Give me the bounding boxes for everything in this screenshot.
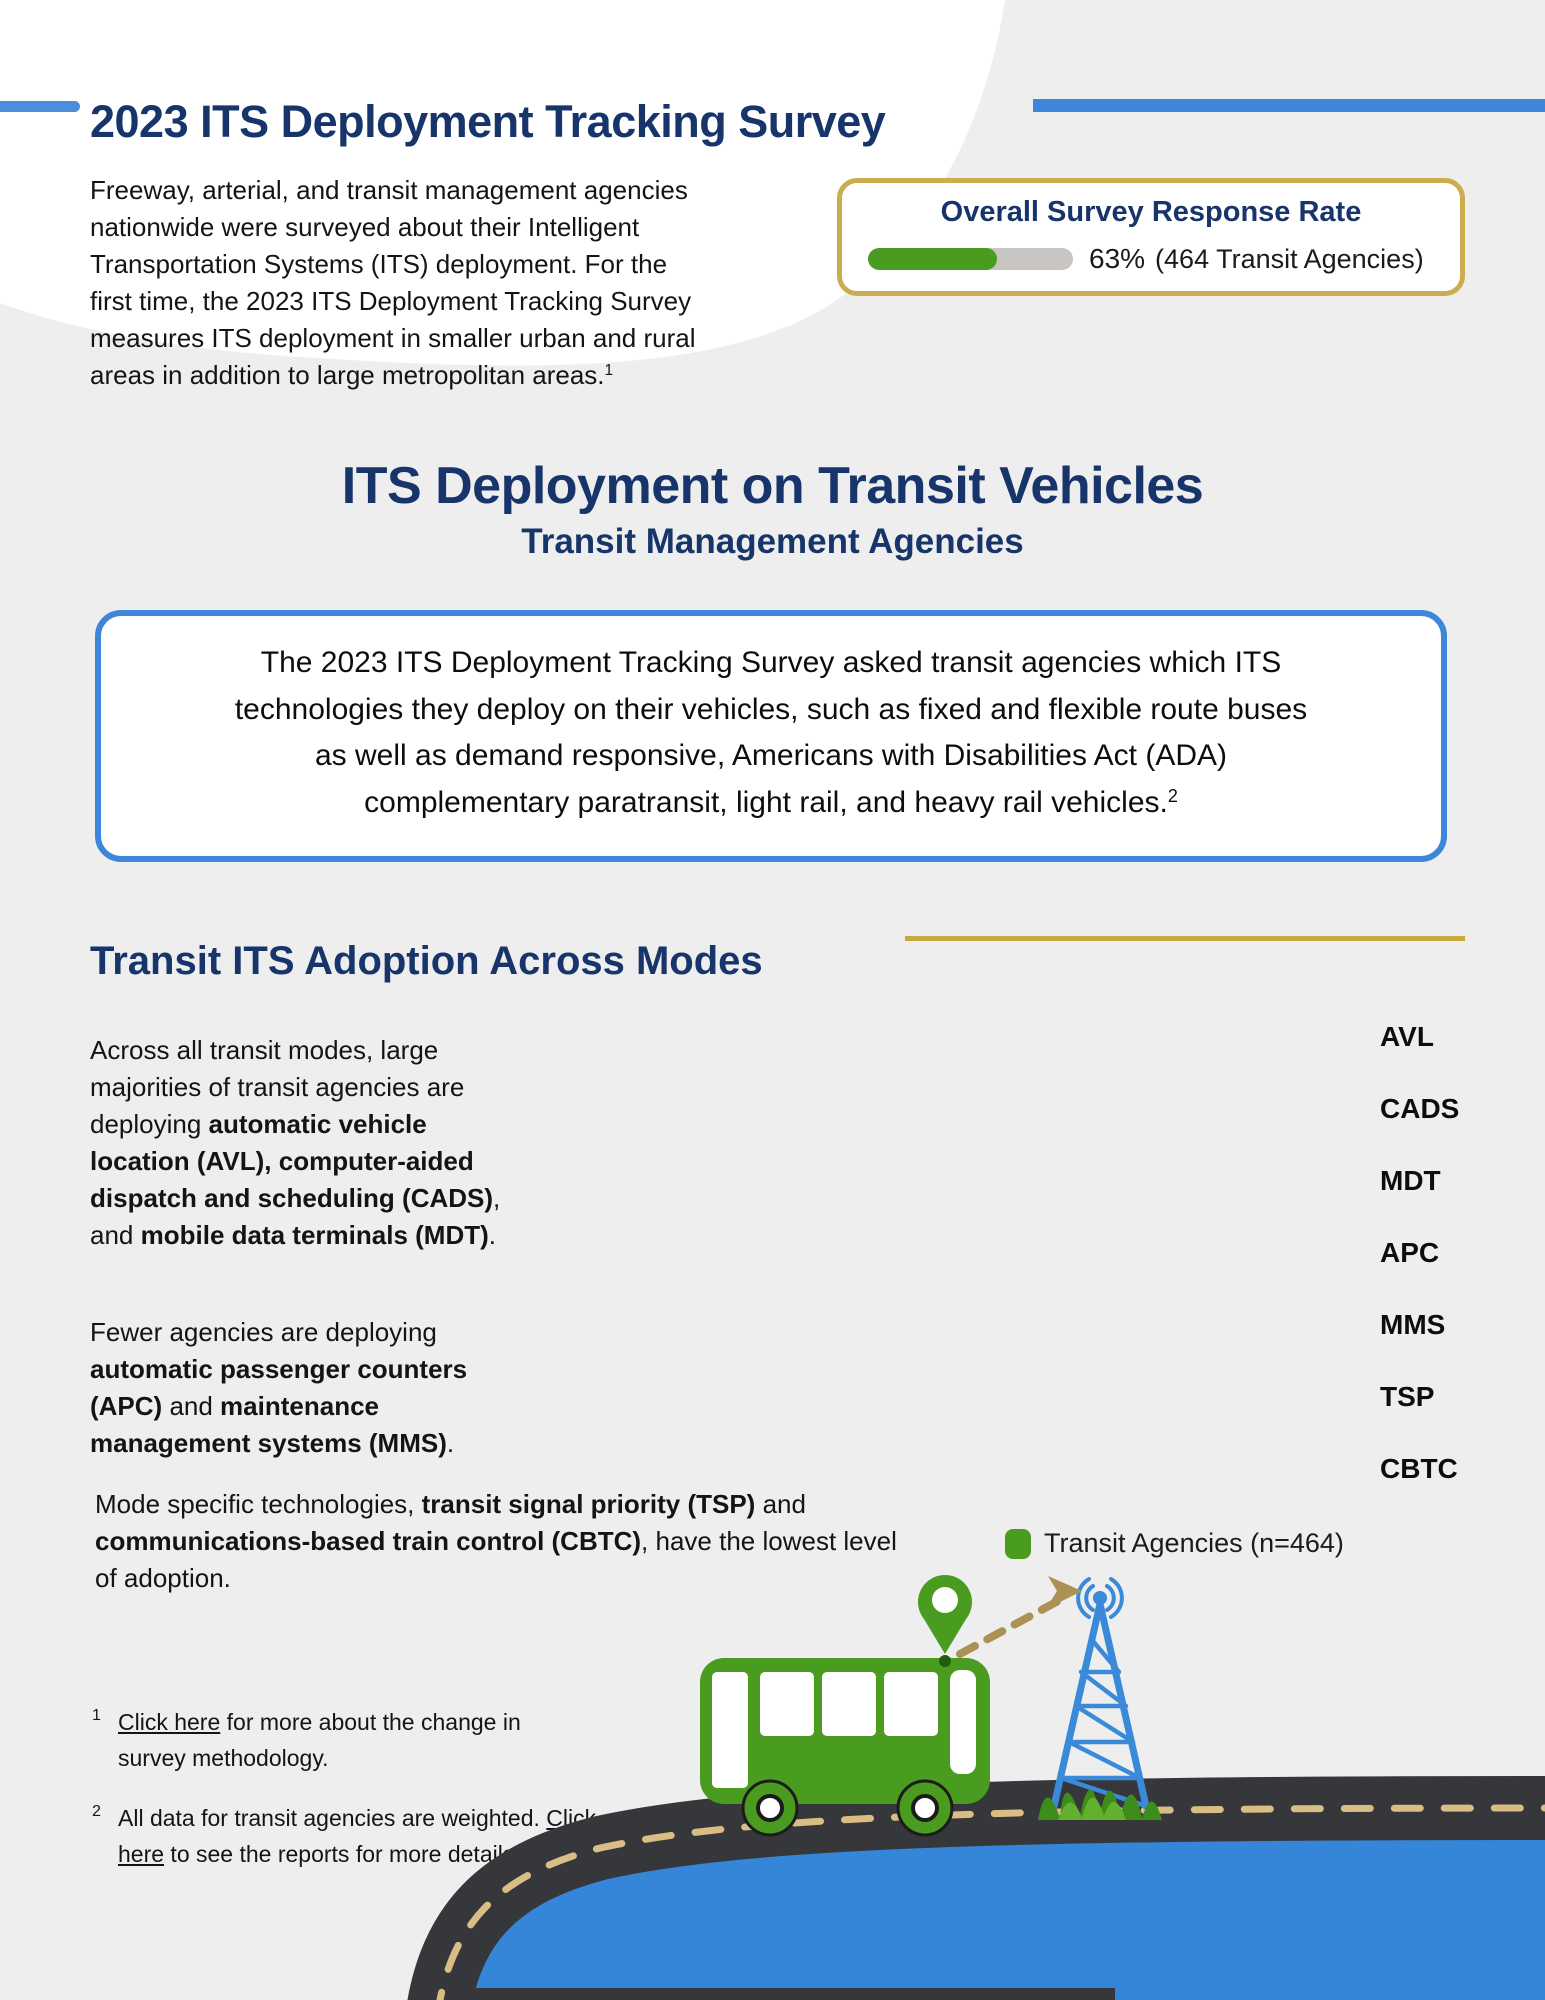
intro-paragraph (90, 172, 770, 393)
adoption-paragraph-2 (90, 1314, 525, 1462)
footnote-ref: 1 (604, 361, 614, 379)
text-run: Across all transit modes, large majorities of transit agencies are deploying (90, 1035, 465, 1139)
text-run: All data for transit agencies are weighted. (118, 1805, 547, 1831)
text-run: The 2023 ITS Deployment Tracking Survey asked transit agencies which ITS (260, 646, 1282, 679)
section-heading-rule (905, 936, 1465, 941)
bar-label-apc: APC (1380, 1237, 1440, 1268)
response-detail: (464 Transit Agencies) (1155, 243, 1424, 274)
header-accent-line-right (1033, 99, 1545, 112)
bar-label-cads: CADS (1380, 1093, 1460, 1124)
click-here-link[interactable]: Click here (118, 1709, 221, 1735)
road-bottom-strip (437, 1988, 1115, 2000)
text-run: , have the lowest level of adoption. (95, 1525, 897, 1593)
text-run: automatic vehicle location (AVL), computer-aided dispatch and scheduling (CADS) (90, 1108, 494, 1213)
bar-label-tsp: TSP (1380, 1381, 1435, 1412)
bar-label-mdt: MDT (1380, 1165, 1441, 1196)
text-run: nationwide were surveyed about their Intelligent (90, 211, 640, 242)
text-run: . (488, 1219, 496, 1250)
text-run: as well as demand responsive, Americans with Disabilities Act (ADA) (314, 739, 1228, 772)
text-run: , and (90, 1182, 501, 1250)
text-run: Freeway, arterial, and transit management agencies (90, 175, 688, 205)
text-run: and (755, 1489, 806, 1519)
response-rate-box (837, 178, 1465, 296)
text-run: and (162, 1390, 221, 1421)
response-rate-row (868, 243, 1424, 275)
bar-label-mms: MMS (1380, 1309, 1446, 1340)
bar-label-cbtc: CBTC (1380, 1453, 1458, 1484)
legend-label: Transit Agencies (n=464) (1044, 1528, 1344, 1558)
text-run: mobile data terminals (MDT) (140, 1219, 489, 1250)
text-run: Transportation Systems (ITS) deployment. For the (90, 248, 668, 279)
response-progress-bar (868, 248, 1073, 270)
text-run: measures ITS deployment in smaller urban and rural (90, 322, 696, 353)
adoption-paragraph-1 (90, 1032, 525, 1253)
text-run: Fewer agencies are deploying (90, 1317, 437, 1347)
hero-subtitle: Transit Management Agencies (521, 522, 1024, 561)
text-run: first time, the 2023 ITS Deployment Tracking Survey (90, 285, 692, 316)
text-run: maintenance management systems (MMS) (90, 1390, 447, 1458)
signal-arrow-icon (960, 1576, 1082, 1654)
text-run: areas in addition to large metropolitan areas. (90, 359, 605, 390)
response-percent: 63% (1089, 243, 1146, 274)
text-run: automatic passenger counters (APC) (90, 1353, 468, 1421)
text-run: technologies they deploy on their vehicles, such as fixed and flexible route buses (234, 692, 1308, 726)
section-heading: Transit ITS Adoption Across Modes (90, 939, 763, 984)
text-run: transit signal priority (TSP) (421, 1489, 756, 1519)
footnote-1-number: 1 (92, 1706, 101, 1725)
text-run: Mode specific technologies, (95, 1489, 422, 1519)
footnote-2-number: 2 (92, 1802, 101, 1821)
page-title: 2023 ITS Deployment Tracking Survey (90, 96, 886, 148)
text-run: . (446, 1427, 455, 1458)
header-accent-line-left (0, 101, 80, 112)
radio-tower-icon (1054, 1579, 1146, 1806)
text-run: for more about the change in survey methodology. (118, 1709, 521, 1771)
bottom-illustration (0, 1540, 1545, 2000)
hero-title: ITS Deployment on Transit Vehicles (341, 457, 1204, 515)
response-rate-title: Overall Survey Response Rate (940, 196, 1362, 228)
text-run: complementary paratransit, light rail, and heavy rail vehicles. (364, 785, 1168, 819)
bar-label-avl: AVL (1380, 1021, 1434, 1052)
text-run: to see the reports for more details. (164, 1840, 521, 1867)
text-run: communications-based train control (CBTC) (95, 1525, 642, 1556)
click-here-link[interactable]: Click here (118, 1805, 597, 1867)
response-progress-fill (868, 248, 997, 270)
footnote-ref: 2 (1167, 785, 1178, 806)
survey-description-box (95, 610, 1447, 862)
